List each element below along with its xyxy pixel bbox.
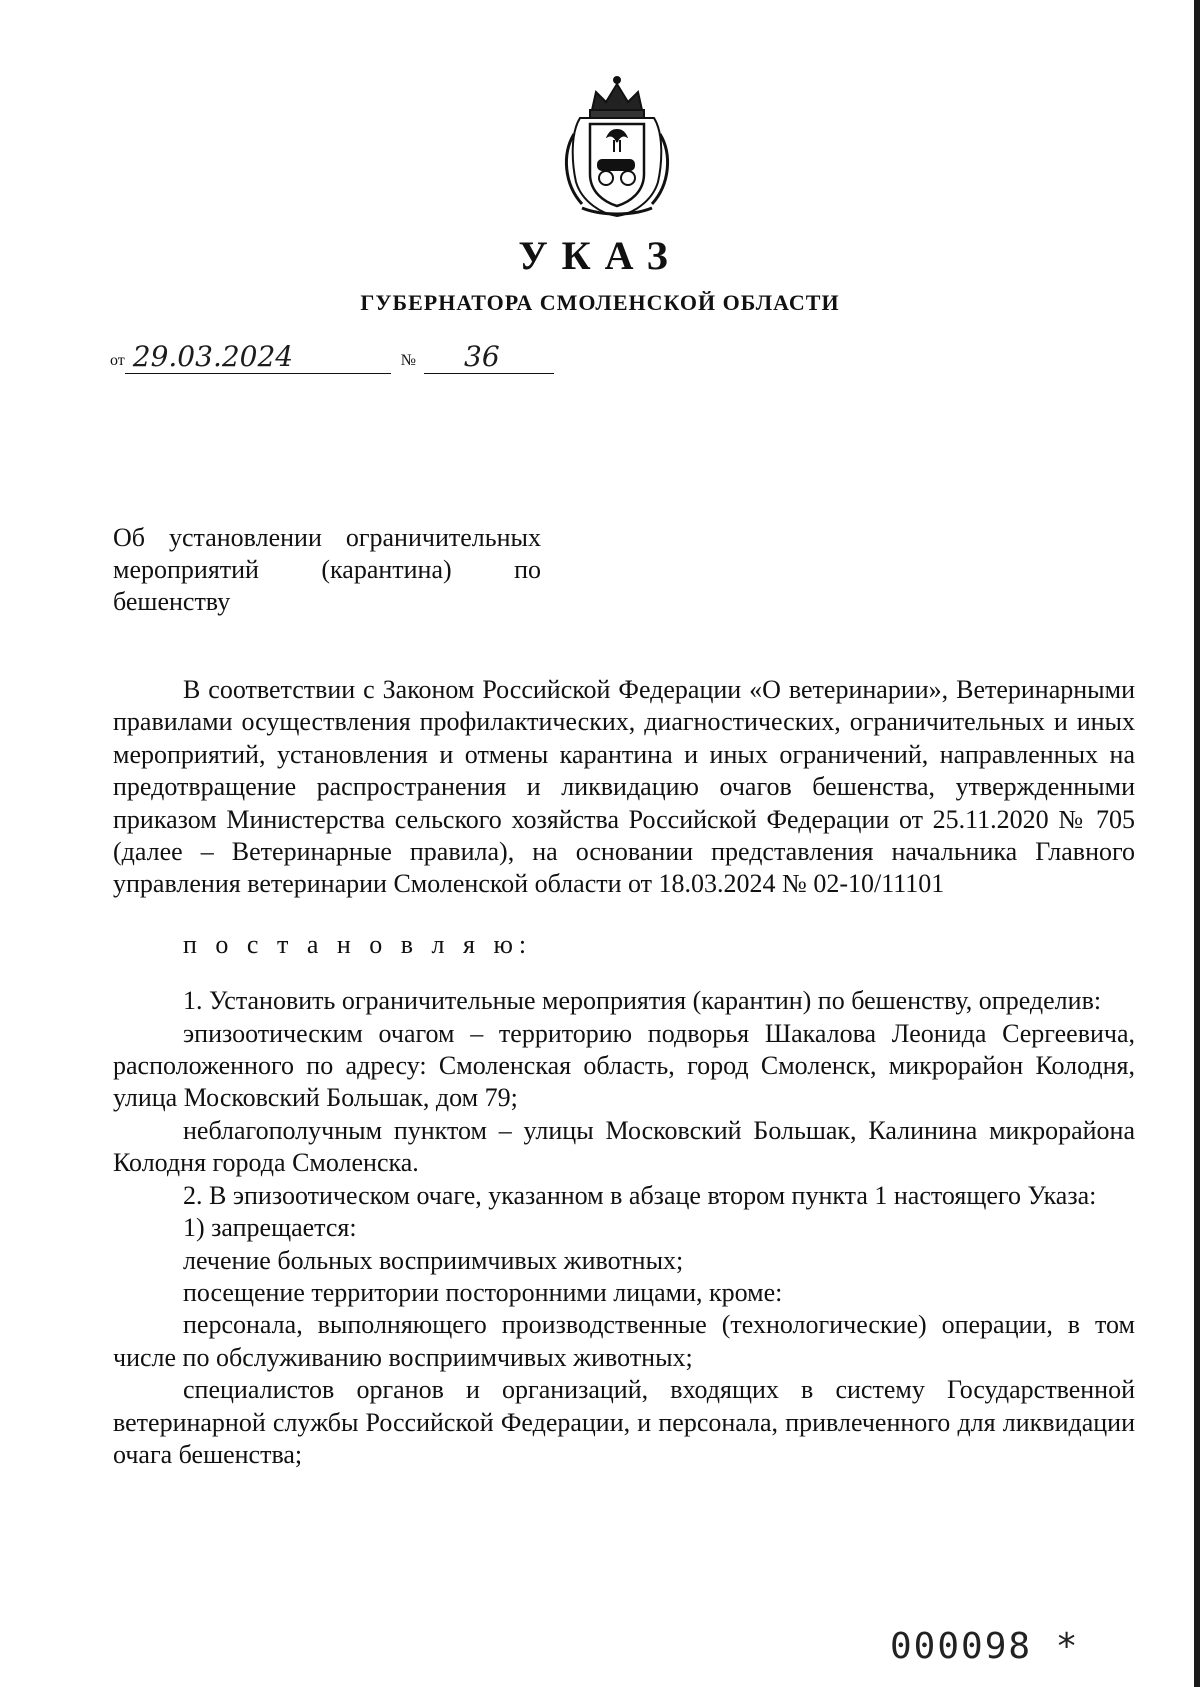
subject-line-2: мероприятий (карантина) по	[113, 555, 541, 584]
document-subtitle: ГУБЕРНАТОРА СМОЛЕНСКОЙ ОБЛАСТИ	[360, 290, 840, 315]
serial-number: 000098 *	[890, 1626, 1080, 1667]
coat-of-arms-icon	[552, 74, 682, 220]
paragraph-2-1a: лечение больных восприимчивых животных;	[183, 1245, 684, 1275]
document-body	[113, 674, 1135, 1471]
number-label: №	[400, 352, 417, 369]
number-value: 36	[424, 341, 554, 374]
date-label: от	[110, 352, 125, 369]
paragraph-2-1c: персонала, выполняющего производственные (технологические) операции, в том числе по обслуживанию восприимчивых животных;	[113, 1310, 1135, 1372]
subject-line-3: бешенству	[113, 587, 231, 616]
subject-line-1: Об установлении ограничительных	[113, 523, 541, 552]
date-number-line	[110, 336, 554, 374]
paragraph-1: 1. Установить ограничительные мероприятия (карантин) по бешенству, определив:	[183, 986, 1102, 1016]
paragraph-2-1b: посещение территории посторонними лицами, кроме:	[183, 1277, 783, 1307]
document-title: УКАЗ	[518, 233, 682, 278]
paragraph-2-1: 1) запрещается:	[183, 1213, 357, 1243]
paragraph-2-1d: специалистов органов и организаций, входящих в систему Государственной ветеринарной службы Российской Федерации, и персонала, привлеченного для ликвидации очага бешенства;	[113, 1375, 1135, 1469]
date-value: 29.03.2024	[125, 341, 391, 374]
decree-word: п о с т а н о в л я ю:	[183, 929, 533, 959]
paragraph-1b: неблагополучным пунктом – улицы Московский Большак, Калинина микрорайона Колодня города Смоленска.	[113, 1115, 1135, 1178]
preamble-paragraph: В соответствии с Законом Российской Федерации «О ветеринарии», Ветеринарными правилами осуществления профилактических, диагностических, ограничительных и иных мероприятий, установления и отмены карантина и иных ограничений, направленных на предотвращение распространения и ликвидацию очагов бешенства, утвержденными приказом Министерства сельского хозяйства Российской Федерации от 25.11.2020 № 705 (далее – Ветеринарные правила), на основании представления начальника Главного управления ветеринарии Смоленской области от 18.03.2024 № 02-10/11101	[113, 675, 1135, 899]
paragraph-2: 2. В эпизоотическом очаге, указанном в абзаце втором пункта 1 настоящего Указа:	[183, 1180, 1097, 1210]
paragraph-1a: эпизоотическим очагом – территорию подворья Шакалова Леонида Сергеевича, расположенного по адресу: Смоленская область, город Смоленск, микрорайон Колодня, улица Московский Большак, дом 79;	[113, 1018, 1135, 1113]
document-subject	[113, 522, 541, 618]
